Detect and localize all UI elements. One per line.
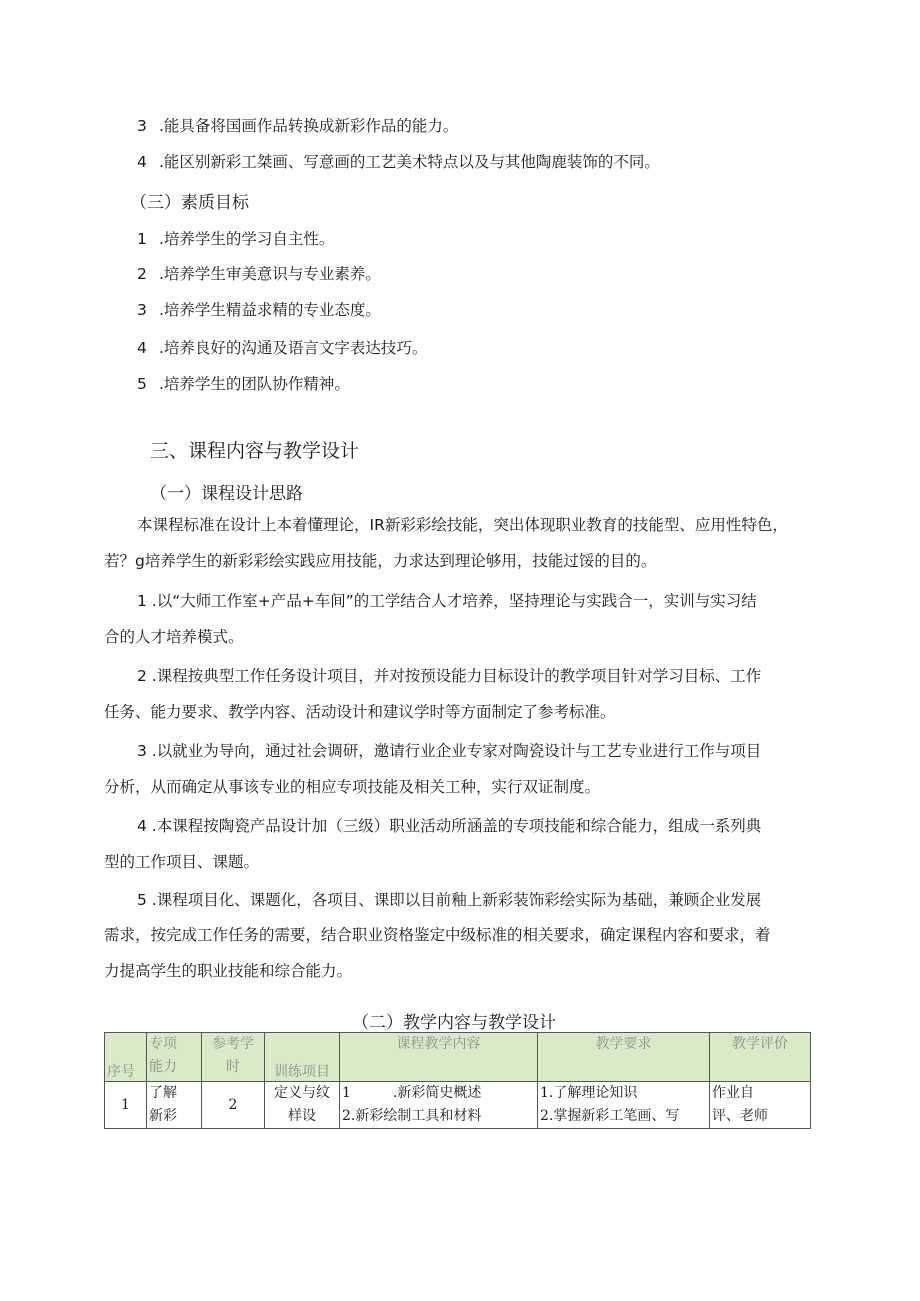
cell-skill-line-1: 了解: [149, 1085, 177, 1101]
cell-project-line-2: 样设: [288, 1108, 316, 1124]
item-number: 3: [137, 117, 147, 135]
design-point-1-line-2: 合的人才培养模式。: [104, 628, 244, 646]
skills-item-4: [137, 152, 660, 172]
subsection-title-1: （一）课程设计思路: [150, 484, 303, 504]
header-project: [265, 1033, 340, 1082]
cell-requirement-line-2: 2.掌握新彩工笔画、写: [540, 1108, 680, 1124]
design-point-2-line-1: 2 .课程按典型工作任务设计项目，并对按预设能力目标设计的教学项目针对学习目标、工作: [137, 667, 762, 685]
item-text: .能具备将国画作品转换成新彩作品的能力。: [159, 117, 459, 135]
quality-heading: （三）素质目标: [130, 193, 249, 213]
cell-content-line-2: 2.新彩绘制工具和材料: [342, 1108, 482, 1124]
design-point-5-line-2: 需求，按完成工作任务的需要，结合职业资格鉴定中级标准的相关要求，确定课程内容和要求，着: [104, 926, 771, 944]
header-seq: [105, 1033, 147, 1082]
header-evaluation: [710, 1033, 811, 1082]
header-skill-line-2: 能力: [149, 1059, 177, 1075]
cell-seq: [105, 1082, 147, 1129]
item-number: 4: [137, 339, 147, 357]
item-text: .培养学生审美意识与专业素养。: [159, 265, 381, 283]
quality-item-5: [137, 374, 350, 394]
header-hours-line-2: 时: [226, 1059, 240, 1075]
header-hours-line-1: 参考学: [212, 1036, 254, 1052]
item-text: .培养学生的学习自主性。: [159, 230, 335, 248]
item-number: 5: [137, 375, 147, 393]
design-point-1-line-1: 1 .以“大师工作室+产品+车间”的工学结合人才培养，坚持理论与实践合一，实训与实习结: [137, 592, 757, 610]
section-title: 三、课程内容与教学设计: [150, 440, 360, 462]
header-evaluation-label: 教学评价: [732, 1036, 788, 1052]
item-text: .培养学生精益求精的专业态度。: [159, 301, 381, 319]
design-point-5-line-3: 力提高学生的职业技能和综合能力。: [104, 962, 353, 980]
cell-evaluation-line-2: 评、老师: [712, 1108, 768, 1124]
header-seq-label: 序号: [107, 1064, 135, 1080]
subsection-title-2: （二）教学内容与教学设计: [352, 1013, 556, 1033]
design-point-4-line-2: 型的工作项目、课题。: [104, 853, 260, 871]
item-number: 4: [137, 153, 147, 171]
item-number: 1: [137, 230, 147, 248]
teaching-design-table: [104, 1032, 811, 1129]
header-requirement: [538, 1033, 710, 1082]
intro-line-2: 若？g培养学生的新彩彩绘实践应用技能，力求达到理论够用，技能过馁的目的。: [104, 552, 657, 570]
design-point-3-line-1: 3 .以就业为导向，通过社会调研，邀请行业企业专家对陶瓷设计与工艺专业进行工作与项目: [137, 742, 762, 760]
quality-item-2: [137, 264, 381, 284]
item-text: .能区别新彩工桀画、写意画的工艺美术特点以及与其他陶鹿装饰的不同。: [159, 153, 660, 171]
header-requirement-label: 教学要求: [595, 1036, 652, 1052]
cell-project-line-1: 定义与纹: [274, 1085, 330, 1101]
design-point-4-line-1: 4 .本课程按陶瓷产品设计加（三级）职业活动所涵盖的专项技能和综合能力，组成一系列典: [137, 817, 762, 835]
quality-item-1: [137, 229, 334, 249]
cell-skill-line-2: 新彩: [149, 1108, 177, 1124]
design-point-2-line-2: 任务、能力要求、教学内容、活动设计和建议学时等方面制定了参考标准。: [104, 703, 616, 721]
cell-requirement-line-1: 1.了解理论知识: [540, 1085, 638, 1101]
quality-item-3: [137, 300, 381, 320]
quality-item-4: [137, 338, 427, 358]
item-text: .培养良好的沟通及语言文字表达技巧。: [159, 339, 428, 357]
design-point-3-line-2: 分析，从而确定从事该专业的相应专项技能及相关工种，实行双证制度。: [104, 778, 601, 796]
header-content: [340, 1033, 538, 1082]
cell-requirement: [538, 1082, 710, 1129]
cell-evaluation-line-1: 作业自: [712, 1085, 754, 1101]
item-number: 2: [137, 265, 147, 283]
intro-line-1: 本课程标准在设计上本着懂理论，IR新彩彩绘技能，突出体现职业教育的技能型、应用性特色，: [137, 516, 788, 534]
cell-project: [265, 1082, 340, 1129]
cell-hours: [202, 1082, 265, 1129]
design-point-5-line-1: 5 .课程项目化、课题化，各项目、课即以目前釉上新彩装饰彩绘实际为基础，兼顾企业发展: [137, 891, 762, 909]
header-project-label: 训练项目: [274, 1064, 330, 1080]
table-header-row: [105, 1033, 811, 1082]
cell-seq-value: 1: [121, 1097, 130, 1113]
cell-content: [340, 1082, 538, 1129]
header-skill-line-1: 专项: [149, 1036, 177, 1052]
cell-skill: [147, 1082, 202, 1129]
skills-item-3: [137, 116, 458, 136]
table-row: [105, 1082, 811, 1129]
item-number: 3: [137, 301, 147, 319]
header-skill: [147, 1033, 202, 1082]
item-text: .培养学生的团队协作精神。: [159, 375, 350, 393]
header-content-label: 课程教学内容: [396, 1036, 481, 1052]
header-hours: [202, 1033, 265, 1082]
cell-evaluation: [710, 1082, 811, 1129]
cell-content-line-1: 1 .新彩简史概述: [342, 1085, 482, 1101]
cell-hours-value: 2: [228, 1097, 238, 1113]
